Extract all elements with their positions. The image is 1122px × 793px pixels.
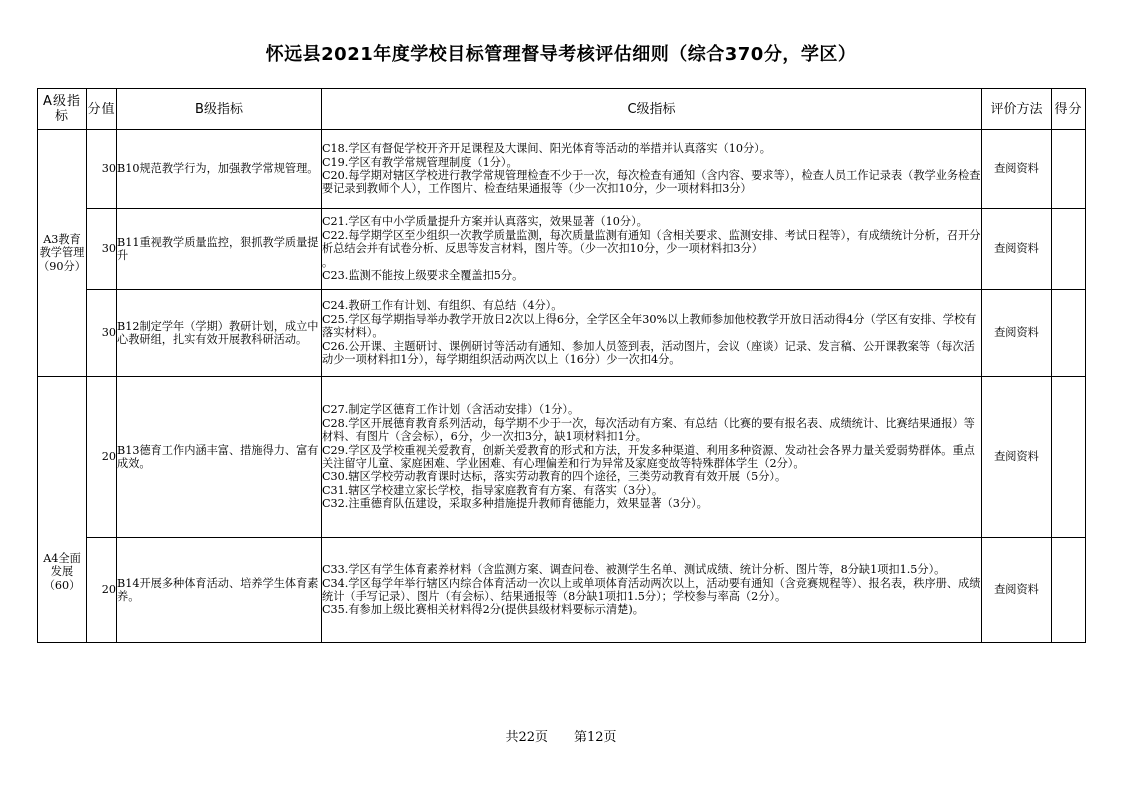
c-item: C20.每学期对辖区学校进行教学常规管理检查不少于一次，每次检查有通知（含内容、要求等），检查人员工作记录表（教学业务检查要记录到教师个人），工作图片、检查结果通报等（少一次扣10分，少一项材料扣3分） — [322, 169, 981, 196]
score-cell: 30 — [87, 290, 117, 377]
b-level-cell: B11重视教学质量监控，狠抓教学质量提升 — [117, 209, 322, 290]
c-level-cell — [322, 290, 982, 377]
b-level-cell: B10规范教学行为，加强教学常规管理。 — [117, 130, 322, 209]
c-item: C31.辖区学校建立家长学校，指导家庭教育有方案、有落实（3分）。 — [322, 483, 664, 497]
table-row — [38, 130, 1086, 209]
c-item: C25.学区每学期指导举办教学开放日2次以上得6分，全学区全年30%以上教师参加他校教学开放日活动得4分（学区有安排、学校有落实材料）。 — [322, 312, 977, 340]
header-points: 得分 — [1052, 89, 1086, 130]
c-item: C29.学区及学校重视关爱教育，创新关爱教育的形式和方法，开发多种渠道、利用多种资源、发动社会各界力量关爱弱势群体。重点关注留守儿童、家庭困难、学业困难、有心理偏差和行为异常及家庭变故等特殊群体学生（2分）。 — [322, 443, 975, 470]
c-item: C23.监测不能按上级要求全覆盖扣5分。 — [322, 269, 524, 283]
c-item: C24.教研工作有计划、有组织、有总结（4分）。 — [322, 299, 563, 313]
c-level-cell — [322, 130, 982, 209]
table-row — [38, 290, 1086, 377]
c-item: C19.学区有教学常规管理制度（1分）。 — [322, 155, 518, 169]
c-item: C27.制定学区德育工作计划（含活动安排）（1分）。 — [322, 403, 580, 417]
table-header-row — [38, 89, 1086, 130]
score-cell: 20 — [87, 377, 117, 538]
c-item: 。 — [322, 255, 334, 269]
table-row — [38, 538, 1086, 643]
document-title: 怀远县2021年度学校目标管理督导考核评估细则（综合370分，学区） — [265, 44, 857, 65]
score-cell: 20 — [87, 538, 117, 643]
points-cell — [1052, 377, 1086, 538]
points-cell — [1052, 130, 1086, 209]
header-method: 评价方法 — [982, 89, 1052, 130]
table-row — [38, 209, 1086, 290]
c-item: C22.每学期学区至少组织一次教学质量监测，每次质量监测有通知（含相关要求、监测安排、考试日程等），有成绩统计分析，召开分析总结会并有试卷分析、反思等发言材料，图片等。（少一次扣10分，少一项材料扣3分） — [322, 228, 981, 256]
header-a-level: A级指标 — [38, 89, 87, 130]
evaluation-table — [37, 88, 1086, 643]
method-cell: 查阅资料 — [982, 130, 1052, 209]
b-level-cell: B12制定学年（学期）教研计划，成立中心教研组，扎实有效开展教科研活动。 — [117, 290, 322, 377]
b-level-cell: B14开展多种体育活动、培养学生体育素养。 — [117, 538, 322, 643]
page-footer — [0, 726, 1122, 745]
b-level-cell: B13德育工作内涵丰富、措施得力、富有成效。 — [117, 377, 322, 538]
points-cell — [1052, 290, 1086, 377]
points-cell — [1052, 538, 1086, 643]
total-pages: 共22页 — [505, 730, 548, 745]
c-level-cell — [322, 377, 982, 538]
score-cell: 30 — [87, 130, 117, 209]
c-item: C35.有参加上级比赛相关材料得2分(提供县级材料要标示清楚)。 — [322, 603, 644, 617]
header-score: 分值 — [87, 89, 117, 130]
c-level-cell — [322, 209, 982, 290]
c-item: C21.学区有中小学质量提升方案并认真落实，效果显著（10分）。 — [322, 215, 648, 229]
c-item: C18.学区有督促学校开齐开足课程及大课间、阳光体育等活动的举措并认真落实（10分）。 — [322, 142, 771, 156]
c-item: C34.学区每学年举行辖区内综合体育活动一次以上或单项体育活动两次以上，活动要有通知（含竞赛规程等）、报名表，秩序册、成绩统计（手写记录）、图片（有会标）、结果通报等（8分缺1项扣1.5分）；学校参与率高（2分）。 — [322, 576, 981, 603]
c-item: C28.学区开展德育教育系列活动，每学期不少于一次，每次活动有方案、有总结（比赛的要有报名表、成绩统计、比赛结果通报）等材料、有图片（含会标），6分，少一次扣3分，缺1项材料扣1分。 — [322, 416, 975, 444]
c-level-cell — [322, 538, 982, 643]
method-cell: 查阅资料 — [982, 290, 1052, 377]
method-cell: 查阅资料 — [982, 209, 1052, 290]
c-item: C30.辖区学校劳动教育课时达标，落实劳动教育的四个途径，三类劳动教育有效开展（5分）。 — [322, 470, 787, 484]
header-c-level: C级指标 — [322, 89, 982, 130]
points-cell — [1052, 209, 1086, 290]
score-cell: 30 — [87, 209, 117, 290]
header-b-level: B级指标 — [117, 89, 322, 130]
c-item: C26.公开课、主题研讨、课例研讨等活动有通知、参加人员签到表，活动图片，会议（座谈）记录、发言稿、公开课教案等（每次活动少一项材料扣1分），每学期组织活动两次以上（16分）少一次扣4分。 — [322, 339, 975, 367]
c-item: C32.注重德育队伍建设，采取多种措施提升教师育德能力，效果显著（3分）。 — [322, 497, 708, 511]
current-page: 第12页 — [574, 730, 617, 745]
a-level-cell: A3教育教学管理（90分） — [38, 130, 87, 377]
c-item: C33.学区有学生体育素养材料（含监测方案、调查问卷、被测学生名单、测试成绩、统计分析、图片等，8分缺1项扣1.5分）。 — [322, 563, 946, 577]
method-cell: 查阅资料 — [982, 377, 1052, 538]
a-level-cell: A4全面发展（60） — [38, 377, 87, 643]
method-cell: 查阅资料 — [982, 538, 1052, 643]
table-row — [38, 377, 1086, 538]
